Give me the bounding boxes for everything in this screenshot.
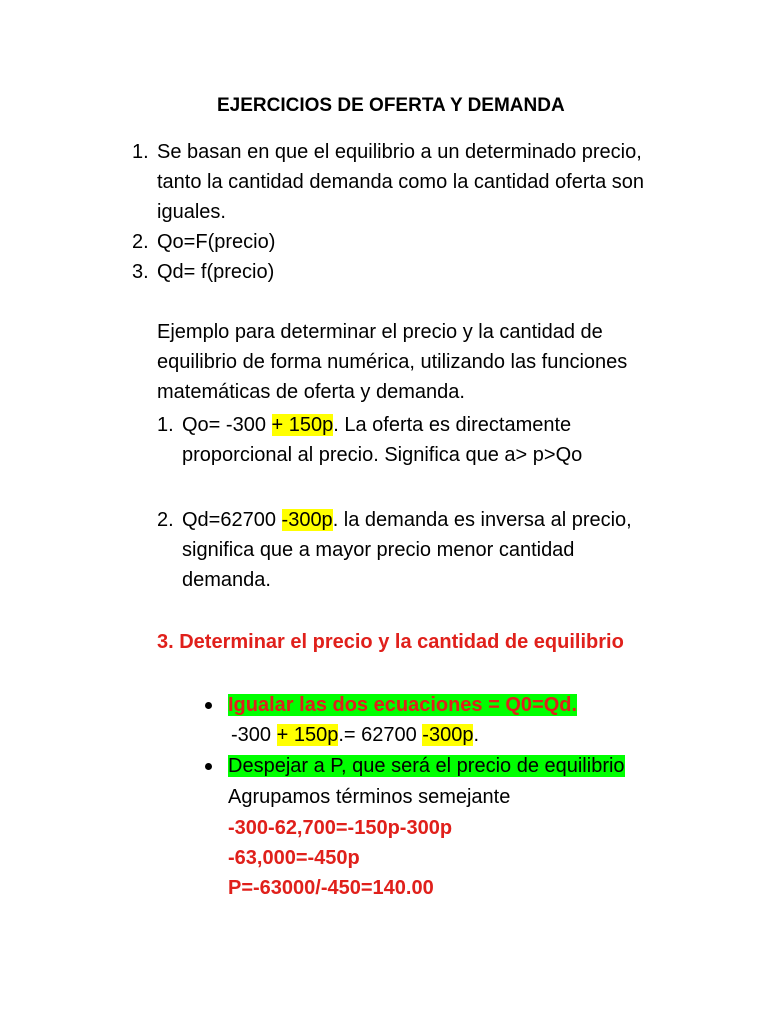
bullet-icon: [205, 702, 212, 709]
eq-part-2: .= 62700: [338, 724, 423, 746]
demand-description-line-2: demanda.: [182, 569, 271, 591]
demand-description-line-1: significa que a mayor precio menor cantidad: [182, 539, 575, 561]
equilibrium-heading: 3. Determinar el precio y la cantidad de equilibrio: [157, 631, 624, 653]
sub-list-number: 1.: [157, 414, 174, 436]
list-number: 2.: [132, 231, 149, 253]
list-item-1-line-2: tanto la cantidad demanda como la cantidad oferta son: [157, 171, 644, 193]
list-number: 3.: [132, 261, 149, 283]
sub-list-number: 2.: [157, 509, 174, 531]
bullet-icon: [205, 763, 212, 770]
eq-part-1: -300: [231, 724, 277, 746]
eq-part-3: .: [473, 724, 480, 746]
equality-equation: [231, 720, 479, 750]
supply-function-prefix: Qo= -300: [182, 414, 272, 436]
demand-function: [182, 505, 632, 535]
list-number: 1.: [132, 141, 149, 163]
demand-function-suffix: . la demanda es inversa al precio,: [332, 509, 632, 531]
page-title: EJERCICIOS DE OFERTA Y DEMANDA: [217, 95, 565, 116]
bullet-1-text: [228, 690, 577, 720]
demand-highlight: -300p: [281, 509, 333, 531]
bullet-2-text: [228, 751, 625, 781]
supply-function-suffix: . La oferta es directamente: [333, 414, 572, 436]
group-terms: Agrupamos términos semejante: [228, 786, 511, 808]
equalize-equations: Igualar las dos ecuaciones = Q0=Qd.: [228, 694, 578, 716]
example-intro-line-2: equilibrio de forma numérica, utilizando las funciones: [157, 351, 628, 373]
eq-highlight-2: -300p: [422, 724, 474, 746]
demand-function-prefix: Qd=62700: [182, 509, 282, 531]
supply-function: [182, 410, 571, 440]
eq-highlight-1: + 150p: [276, 724, 339, 746]
example-intro-line-1: Ejemplo para determinar el precio y la cantidad de: [157, 321, 603, 343]
list-item-3: Qd= f(precio): [157, 261, 275, 283]
calc-step-2: -63,000=-450p: [228, 847, 360, 869]
supply-highlight: + 150p: [271, 414, 334, 436]
solve-for-p: Despejar a P, que será el precio de equilibrio: [228, 755, 625, 777]
list-item-2: Qo=F(precio): [157, 231, 276, 253]
list-item-1-line-1: Se basan en que el equilibrio a un determinado precio,: [157, 141, 642, 163]
list-item-1-line-3: iguales.: [157, 201, 226, 223]
calc-result: P=-63000/-450=140.00: [228, 877, 434, 899]
calc-step-1: -300-62,700=-150p-300p: [228, 817, 453, 839]
supply-description: proporcional al precio. Significa que a> p>Qo: [182, 444, 583, 466]
example-intro-line-3: matemáticas de oferta y demanda.: [157, 381, 465, 403]
